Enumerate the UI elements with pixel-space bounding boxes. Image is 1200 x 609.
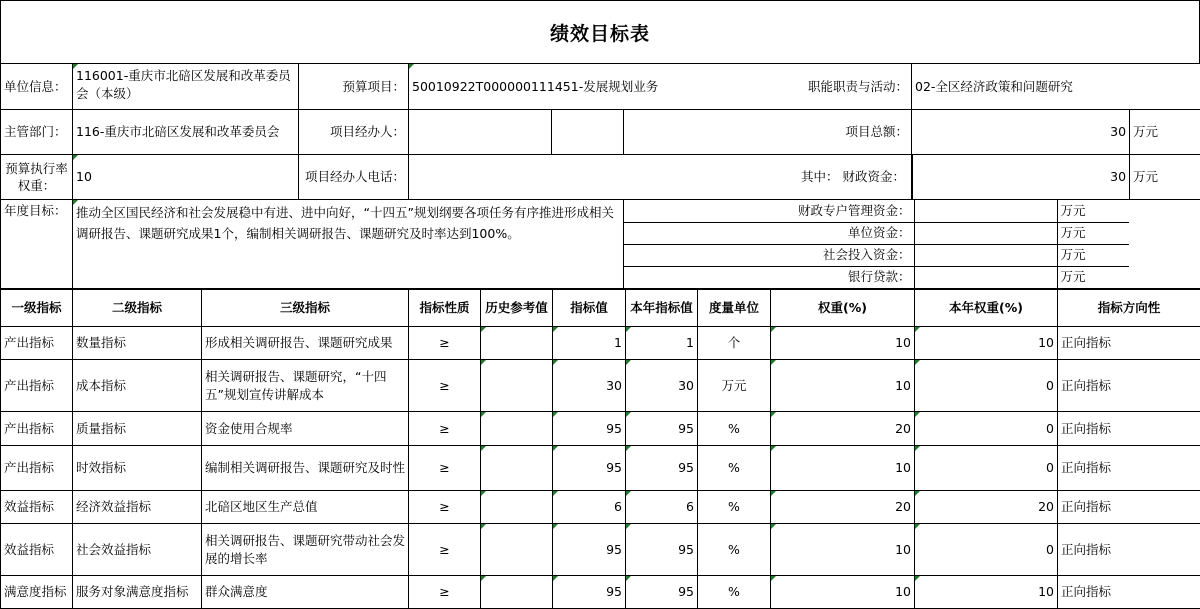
cell-value[interactable]: 6 [553, 491, 626, 524]
cell-history[interactable] [481, 524, 553, 576]
goal-value[interactable]: 推动全区国民经济和社会发展稳中有进、进中向好，“十四五”规划纲要各项任务有序推进形成相关调研报告、课题研究成果1个，编制相关调研报告、课题研究及时率达到100%。 [73, 200, 624, 289]
unit-label: 单位信息： [1, 64, 73, 110]
cell-direction[interactable]: 正向指标 [1058, 412, 1200, 446]
manager-value-3[interactable] [624, 110, 769, 155]
header-year-value: 本年指标值 [626, 290, 698, 327]
cell-direction[interactable]: 正向指标 [1058, 491, 1200, 524]
cell-direction[interactable]: 正向指标 [1058, 327, 1200, 360]
indicator-header-row [1, 290, 1200, 327]
cell-l3-text: 群众满意度 [205, 583, 405, 601]
cell-value[interactable]: 95 [553, 446, 626, 491]
fiscal-cell[interactable] [912, 155, 1200, 200]
cell-weight[interactable]: 20 [771, 491, 915, 524]
cell-l3-text: 编制相关调研报告、课题研究及时性 [205, 459, 405, 477]
cell-unit[interactable]: 万元 [698, 360, 771, 412]
fund-unit-2: 万元 [1057, 244, 1129, 266]
cell-history[interactable] [481, 360, 553, 412]
cell-unit[interactable]: % [698, 412, 771, 446]
info-table [0, 63, 1200, 289]
cell-l3[interactable] [202, 360, 409, 412]
cell-weight[interactable]: 10 [771, 576, 915, 609]
cell-nature[interactable]: ≥ [409, 491, 481, 524]
header-unit: 度量单位 [698, 290, 771, 327]
fiscal-label: 其中： 财政资金： [769, 155, 912, 200]
header-direction: 指标方向性 [1058, 290, 1200, 327]
cell-value[interactable]: 1 [553, 327, 626, 360]
indicator-row [1, 446, 1200, 491]
cell-weight[interactable]: 10 [771, 327, 915, 360]
sheet-title-row [0, 0, 1200, 63]
fund-unit-0: 万元 [1057, 200, 1129, 222]
dept-value[interactable]: 116-重庆市北碚区发展和改革委员会 [73, 110, 299, 155]
cell-l3[interactable] [202, 327, 409, 360]
indicator-table [0, 289, 1200, 609]
indicator-row [1, 524, 1200, 576]
cell-l3[interactable] [202, 446, 409, 491]
cell-direction[interactable]: 正向指标 [1058, 576, 1200, 609]
goal-label: 年度目标： [1, 200, 73, 289]
fund-value-1[interactable] [914, 222, 1057, 244]
cell-value[interactable]: 95 [553, 576, 626, 609]
cell-history[interactable] [481, 576, 553, 609]
cell-year-value[interactable]: 95 [626, 524, 698, 576]
indicator-body [1, 327, 1200, 609]
manager-value-2[interactable] [552, 110, 624, 155]
fund-unit-3: 万元 [1057, 266, 1129, 288]
fiscal-value: 30 [912, 155, 1130, 199]
cell-nature[interactable]: ≥ [409, 576, 481, 609]
funds-cell [624, 200, 1200, 289]
fund-label-2: 社会投入资金： [624, 244, 914, 266]
cell-l3[interactable] [202, 524, 409, 576]
cell-l2[interactable]: 成本指标 [73, 360, 202, 412]
cell-unit[interactable]: 个 [698, 327, 771, 360]
cell-nature[interactable]: ≥ [409, 327, 481, 360]
cell-year-value[interactable]: 30 [626, 360, 698, 412]
budget-label: 预算项目： [299, 64, 409, 110]
cell-history[interactable] [481, 327, 553, 360]
dept-label: 主管部门： [1, 110, 73, 155]
header-l2: 二级指标 [73, 290, 202, 327]
cell-unit[interactable]: % [698, 446, 771, 491]
cell-l3-text: 资金使用合规率 [205, 420, 405, 438]
header-value: 指标值 [553, 290, 626, 327]
indicator-row [1, 576, 1200, 609]
cell-year-value[interactable]: 6 [626, 491, 698, 524]
cell-year-weight[interactable]: 0 [915, 412, 1058, 446]
cell-l1[interactable]: 效益指标 [1, 491, 73, 524]
cell-l1[interactable]: 产出指标 [1, 446, 73, 491]
cell-year-value[interactable]: 95 [626, 412, 698, 446]
cell-l1[interactable]: 满意度指标 [1, 576, 73, 609]
fund-label-1: 单位资金： [624, 222, 914, 244]
cell-history[interactable] [481, 491, 553, 524]
cell-year-weight[interactable]: 0 [915, 524, 1058, 576]
header-l3: 三级指标 [202, 290, 409, 327]
cell-l2[interactable]: 服务对象满意度指标 [73, 576, 202, 609]
header-year-weight: 本年权重(%) [915, 290, 1058, 327]
cell-nature[interactable]: ≥ [409, 360, 481, 412]
manager-value-1[interactable] [409, 110, 552, 155]
cell-direction[interactable]: 正向指标 [1058, 524, 1200, 576]
cell-unit[interactable]: % [698, 576, 771, 609]
header-weight: 权重(%) [771, 290, 915, 327]
duty-label: 职能职责与活动： [769, 64, 912, 110]
manager-label: 项目经办人： [299, 110, 409, 155]
cell-year-weight[interactable]: 0 [915, 446, 1058, 491]
header-l1: 一级指标 [1, 290, 73, 327]
cell-l3-text: 相关调研报告、课题研究，“十四五”规划宣传讲解成本 [205, 368, 405, 404]
exec-rate-label: 预算执行率权重： [1, 155, 73, 200]
cell-l3-text: 形成相关调研报告、课题研究成果 [205, 334, 405, 352]
fund-value-0[interactable] [914, 200, 1057, 222]
cell-l2[interactable]: 质量指标 [73, 412, 202, 446]
fiscal-unit: 万元 [1130, 168, 1200, 186]
cell-l3[interactable] [202, 491, 409, 524]
cell-l1[interactable]: 产出指标 [1, 412, 73, 446]
cell-weight[interactable]: 10 [771, 524, 915, 576]
fund-unit-1: 万元 [1057, 222, 1129, 244]
indicator-row [1, 327, 1200, 360]
cell-l2[interactable]: 数量指标 [73, 327, 202, 360]
cell-l1[interactable]: 效益指标 [1, 524, 73, 576]
sheet-title: 绩效目标表 [550, 19, 650, 46]
cell-nature[interactable]: ≥ [409, 446, 481, 491]
cell-value[interactable]: 95 [553, 412, 626, 446]
total-value: 30 [912, 110, 1130, 154]
indicator-row [1, 491, 1200, 524]
budget-value[interactable]: 50010922T000000111451-发展规划业务 [409, 64, 769, 110]
header-history: 历史参考值 [481, 290, 553, 327]
cell-year-weight[interactable]: 20 [915, 491, 1058, 524]
cell-l2[interactable]: 经济效益指标 [73, 491, 202, 524]
cell-unit[interactable]: % [698, 491, 771, 524]
cell-l1[interactable]: 产出指标 [1, 360, 73, 412]
cell-direction[interactable]: 正向指标 [1058, 360, 1200, 412]
cell-year-value[interactable]: 95 [626, 576, 698, 609]
phone-value[interactable] [409, 155, 769, 200]
cell-value[interactable]: 95 [553, 524, 626, 576]
cell-history[interactable] [481, 412, 553, 446]
cell-year-weight[interactable]: 10 [915, 576, 1058, 609]
cell-l1[interactable]: 产出指标 [1, 327, 73, 360]
fund-label-3: 银行贷款： [624, 266, 914, 288]
cell-year-value[interactable]: 95 [626, 446, 698, 491]
cell-l3-text: 北碚区地区生产总值 [205, 498, 405, 516]
total-label: 项目总额： [769, 110, 912, 155]
fund-label-0: 财政专户管理资金： [624, 200, 914, 222]
cell-l3-text: 相关调研报告、课题研究带动社会发展的增长率 [205, 532, 405, 568]
cell-unit[interactable]: % [698, 524, 771, 576]
cell-nature[interactable]: ≥ [409, 412, 481, 446]
cell-l3[interactable] [202, 576, 409, 609]
duty-value[interactable]: 02-全区经济政策和问题研究 [912, 64, 1200, 110]
cell-year-weight[interactable]: 0 [915, 360, 1058, 412]
cell-history[interactable] [481, 446, 553, 491]
cell-nature[interactable]: ≥ [409, 524, 481, 576]
cell-direction[interactable]: 正向指标 [1058, 446, 1200, 491]
cell-year-weight[interactable]: 10 [915, 327, 1058, 360]
cell-weight[interactable]: 10 [771, 446, 915, 491]
total-unit: 万元 [1130, 123, 1200, 141]
exec-rate-value[interactable]: 10 [73, 155, 299, 200]
fund-value-2[interactable] [914, 244, 1057, 266]
cell-value[interactable]: 30 [553, 360, 626, 412]
fund-value-3[interactable] [914, 266, 1057, 288]
phone-label: 项目经办人电话： [299, 155, 409, 200]
indicator-row [1, 412, 1200, 446]
header-nature: 指标性质 [409, 290, 481, 327]
cell-weight[interactable]: 20 [771, 412, 915, 446]
total-cell[interactable] [912, 110, 1200, 155]
cell-weight[interactable]: 10 [771, 360, 915, 412]
unit-value[interactable]: 116001-重庆市北碚区发展和改革委员会（本级） [73, 64, 299, 110]
cell-year-value[interactable]: 1 [626, 327, 698, 360]
cell-l3[interactable] [202, 412, 409, 446]
cell-l2[interactable]: 社会效益指标 [73, 524, 202, 576]
indicator-row [1, 360, 1200, 412]
cell-l2[interactable]: 时效指标 [73, 446, 202, 491]
funds-table [624, 200, 1129, 288]
